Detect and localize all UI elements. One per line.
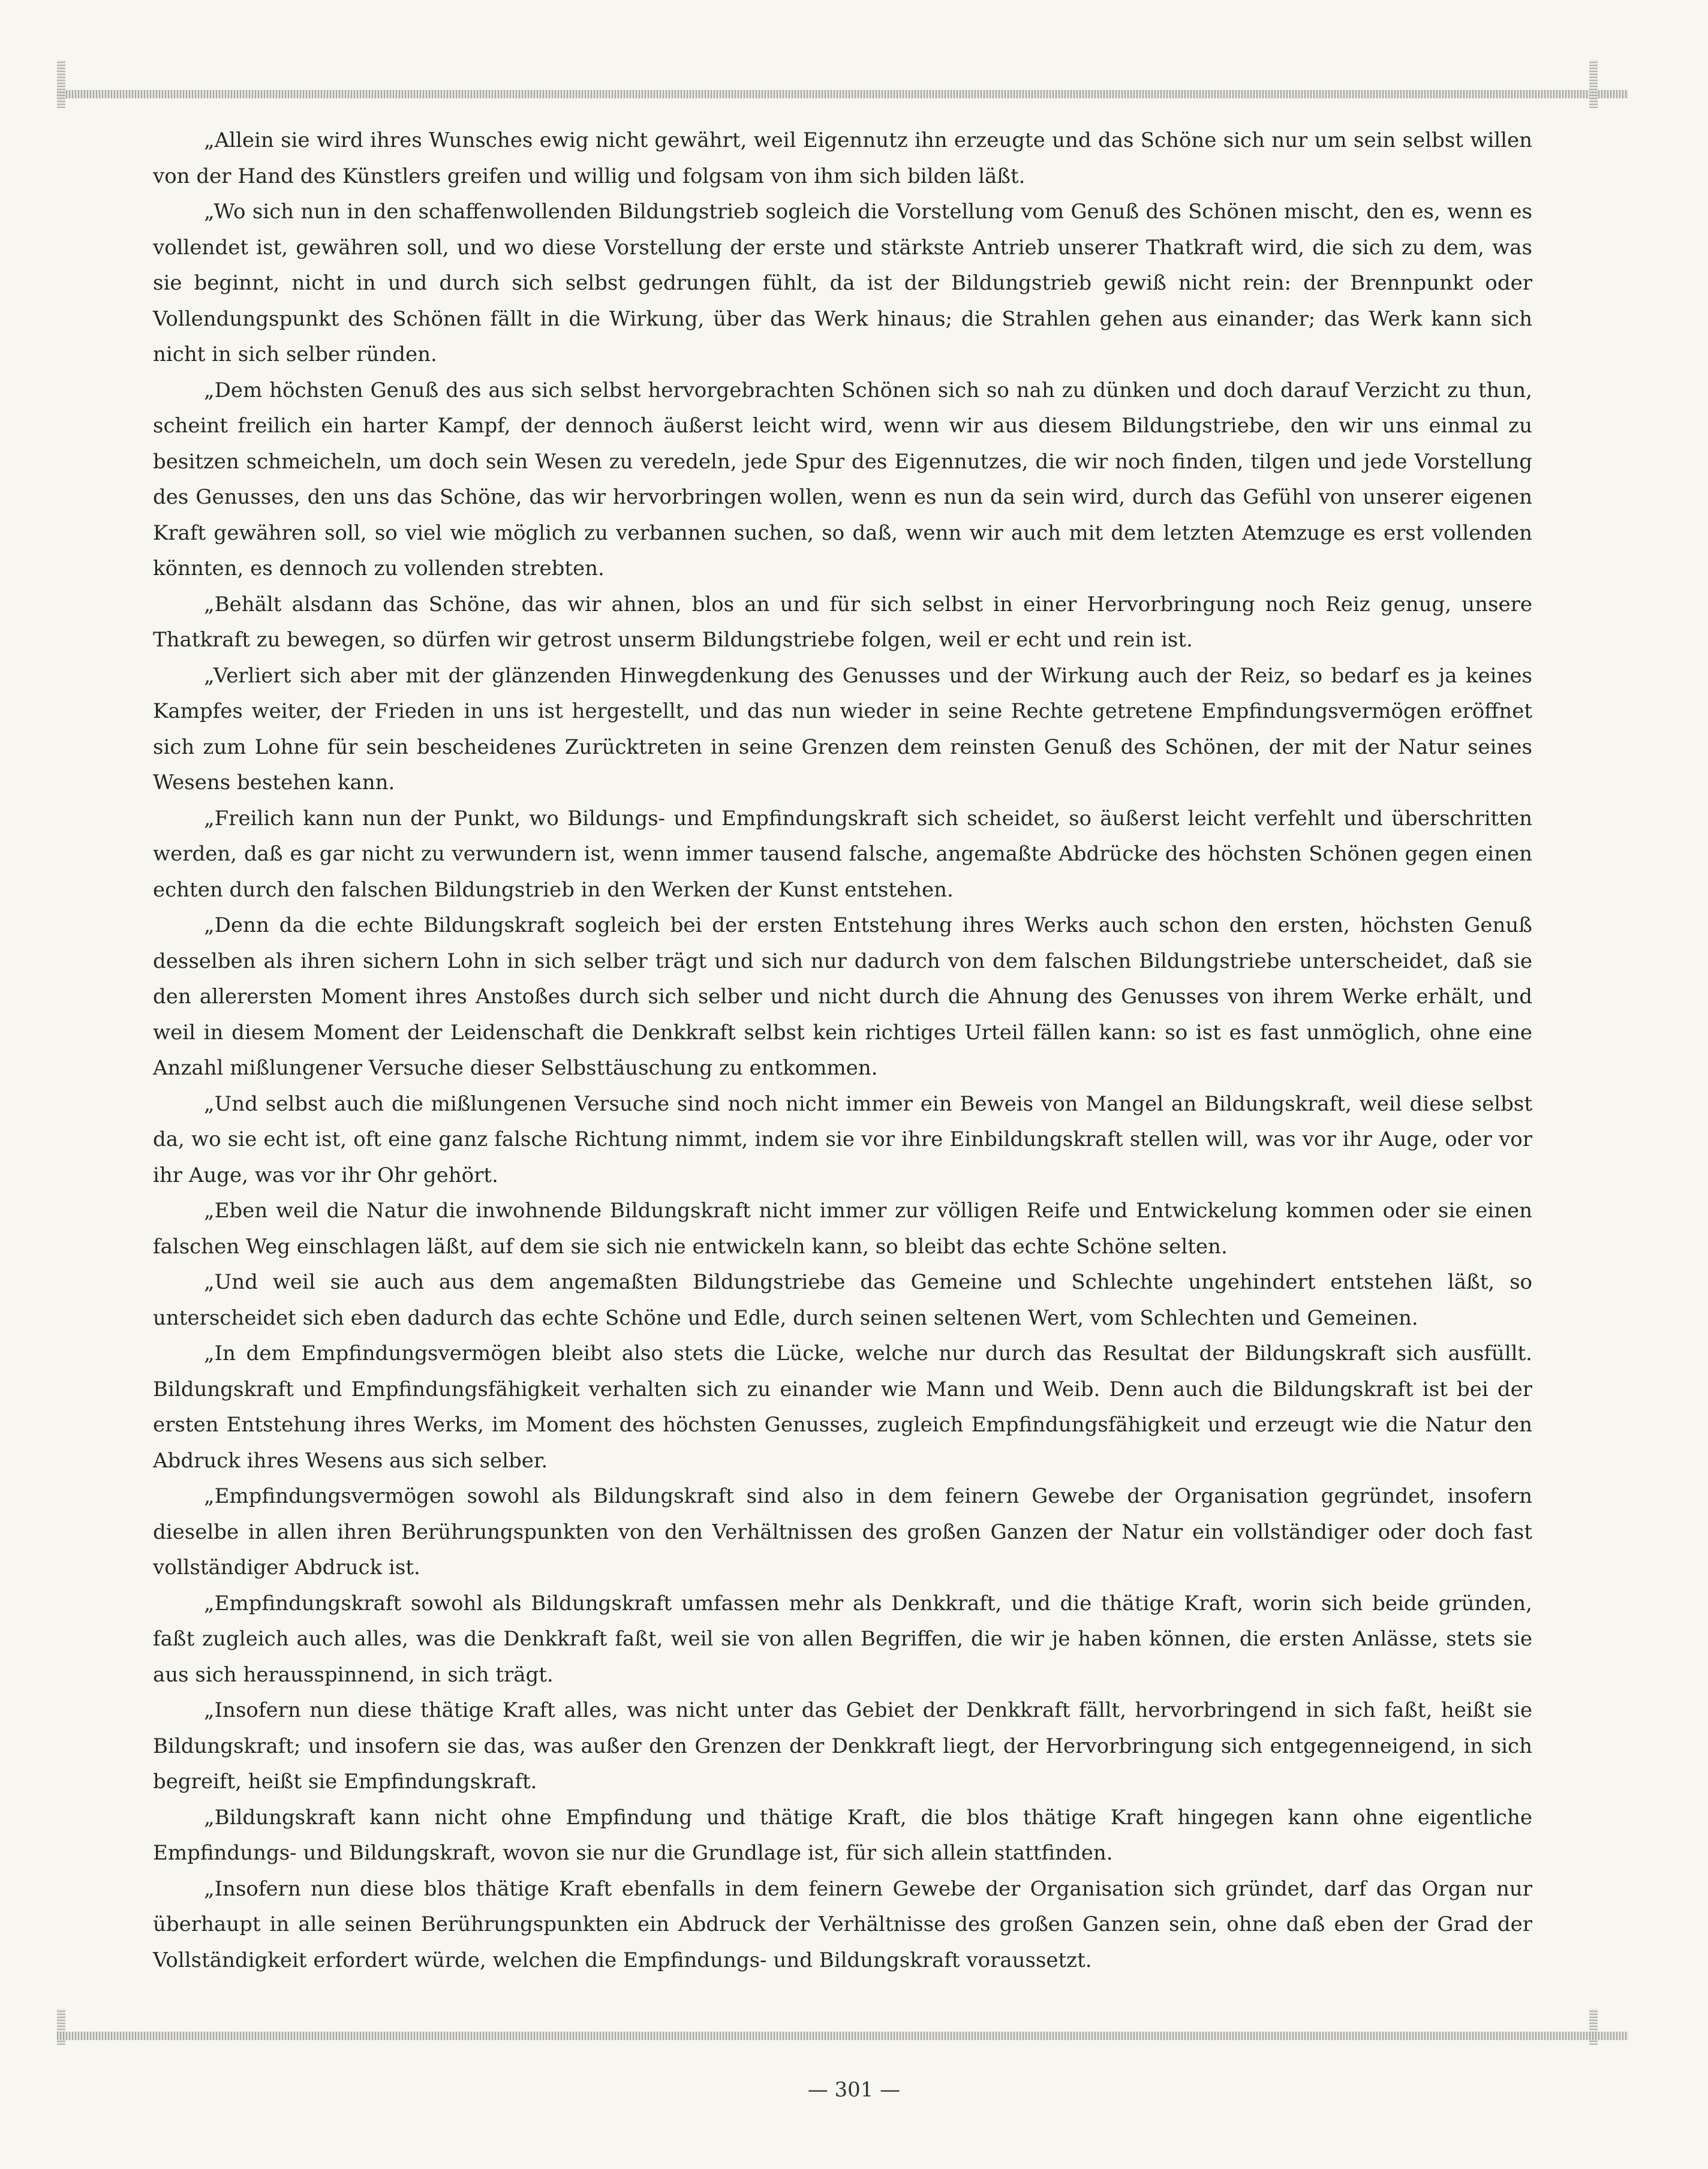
paragraph: „Und selbst auch die mißlungenen Versuche sind noch nicht immer ein Beweis von Mangel an Bildungskraft, weil diese selbst da, wo sie echt ist, oft eine ganz falsche Richtung nimmt, indem sie vor ihre Einbildungskraft stellen will, was vor ihr Auge, oder vor ihr Auge, was vor ihr Ohr gehört. [153,1091,1532,1187]
paragraph: „Bildungskraft kann nicht ohne Empfindung und thätige Kraft, die blos thätige Kraft hingegen kann ohne eigentliche Empfindungs- und Bildungskraft, wovon sie nur die Grundlage ist, für sich allein stattfinden. [153,1805,1532,1865]
body-text [153,123,1532,1978]
paragraph: „Freilich kann nun der Punkt, wo Bildungs- und Empfindungskraft sich scheidet, so äußerst leicht verfehlt und überschritten werden, daß es gar nicht zu verwundern ist, wenn immer tausend falsche, angemaßte Abdrücke des höchsten Schönen gegen einen echten durch den falschen Bildungstrieb in den Werken der Kunst entstehen. [153,806,1532,902]
top-ornamental-rule [57,90,1628,98]
paragraph: „Insofern nun diese blos thätige Kraft ebenfalls in dem feinern Gewebe der Organisation sich gründet, darf das Organ nur überhaupt in alle seinen Berührungspunkten ein Abdruck der Verhältnisse des großen Ganzen sein, ohne daß eben der Grad der Vollständigkeit erfordert würde, welchen die Empfindungs- und Bildungskraft voraussetzt. [153,1876,1532,1972]
paragraph: „Eben weil die Natur die inwohnende Bildungskraft nicht immer zur völligen Reife und Entwickelung kommen oder sie einen falschen Weg einschlagen läßt, auf dem sie sich nie entwickeln kann, so bleibt das echte Schöne selten. [153,1199,1532,1259]
paragraph: „Und weil sie auch aus dem angemaßten Bildungstriebe das Gemeine und Schlechte ungehindert entstehen läßt, so unterscheidet sich eben dadurch das echte Schöne und Edle, durch seinen seltenen Wert, vom Schlechten und Gemeinen. [153,1270,1532,1330]
bottom-ornamental-rule [57,2032,1628,2040]
paragraph: „Verliert sich aber mit der glänzenden Hinwegdenkung des Genusses und der Wirkung auch der Reiz, so bedarf es ja keines Kampfes weiter, der Frieden in uns ist hergestellt, und das nun wieder in seine Rechte getretene Empfindungsvermögen eröffnet sich zum Lohne für sein bescheidenes Zurücktreten in seine Grenzen dem reinsten Genuß des Schönen, der mit der Natur seines Wesens bestehen kann. [153,663,1532,795]
paragraph: „Denn da die echte Bildungskraft sogleich bei der ersten Entstehung ihres Werks auch schon den ersten, höchsten Genuß desselben als ihren sichern Lohn in sich selber trägt und sich nur dadurch von dem falschen Bildungstriebe unterscheidet, daß sie den allerersten Moment ihres Anstoßes durch sich selber und nicht durch die Ahnung des Genusses von ihrem Werke erhält, und weil in diesem Moment der Leidenschaft die Denkkraft selbst kein richtiges Urteil fällen kann: so ist es fast unmöglich, ohne eine Anzahl mißlungener Versuche dieser Selbsttäuschung zu entkommen. [153,913,1532,1080]
paragraph: „Empfindungsvermögen sowohl als Bildungskraft sind also in dem feinern Gewebe der Organisation gegründet, insofern dieselbe in allen ihren Berührungspunkten von den Verhältnissen des großen Ganzen der Natur ein vollständiger oder doch fast vollständiger Abdruck ist. [153,1484,1532,1580]
paragraph: „Empfindungskraft sowohl als Bildungskraft umfassen mehr als Denkkraft, und die thätige Kraft, worin sich beide gründen, faßt zugleich auch alles, was die Denkkraft faßt, weil sie von allen Begriffen, die wir je haben können, die ersten Anlässe, stets sie aus sich herausspinnend, in sich trägt. [153,1591,1532,1687]
paragraph: „Insofern nun diese thätige Kraft alles, was nicht unter das Gebiet der Denkkraft fällt, hervorbringend in sich faßt, heißt sie Bildungskraft; und insofern sie das, was außer den Grenzen der Denkkraft liegt, der Hervorbringung sich entgegenneigend, in sich begreift, heißt sie Empfindungskraft. [153,1698,1532,1794]
page-number: — 301 — [807,2078,901,2102]
paragraph: „Wo sich nun in den schaffenwollenden Bildungstrieb sogleich die Vorstellung vom Genuß des Schönen mischt, den es, wenn es vollendet ist, gewähren soll, und wo diese Vorstellung der erste und stärkste Antrieb unserer Thatkraft wird, die sich zu dem, was sie beginnt, nicht in und durch sich selbst gedrungen fühlt, da ist der Bildungstrieb gewiß nicht rein: der Brennpunkt oder Vollendungspunkt des Schönen fällt in die Wirkung, über das Werk hinaus; die Strahlen gehen aus einander; das Werk kann sich nicht in sich selber ründen. [153,200,1532,366]
paragraph: „Dem höchsten Genuß des aus sich selbst hervorgebrachten Schönen sich so nah zu dünken und doch darauf Verzicht zu thun, scheint freilich ein harter Kampf, der dennoch äußerst leicht wird, wenn wir aus diesem Bildungstriebe, den wir uns einmal zu besitzen schmeicheln, um doch sein Wesen zu veredeln, jede Spur des Eigennutzes, die wir noch finden, tilgen und jede Vorstellung des Genusses, den uns das Schöne, das wir hervorbringen wollen, wenn es nun da sein wird, durch das Gefühl von unserer eigenen Kraft gewähren soll, so viel wie möglich zu verbannen suchen, so daß, wenn wir auch mit dem letzten Atemzuge es erst vollenden könnten, es dennoch zu vollenden strebten. [153,378,1532,580]
paragraph: „Behält alsdann das Schöne, das wir ahnen, blos an und für sich selbst in einer Hervorbringung noch Reiz genug, unsere Thatkraft zu bewegen, so dürfen wir getrost unserm Bildungstriebe folgen, weil er echt und rein ist. [153,592,1532,652]
paragraph: „Allein sie wird ihres Wunsches ewig nicht gewährt, weil Eigennutz ihn erzeugte und das Schöne sich nur um sein selbst willen von der Hand des Künstlers greifen und willig und folgsam von ihm sich bilden läßt. [153,128,1532,188]
paragraph: „In dem Empfindungsvermögen bleibt also stets die Lücke, welche nur durch das Resultat der Bildungskraft sich ausfüllt. Bildungskraft und Empfindungsfähigkeit verhalten sich zu einander wie Mann und Weib. Denn auch die Bildungskraft ist bei der ersten Entstehung ihres Werks, im Moment des höchsten Genusses, zugleich Empfindungsfähigkeit und erzeugt wie die Natur den Abdruck ihres Wesens aus sich selber. [153,1341,1532,1473]
left-top-ornament [57,60,65,108]
right-top-ornament [1589,60,1598,108]
